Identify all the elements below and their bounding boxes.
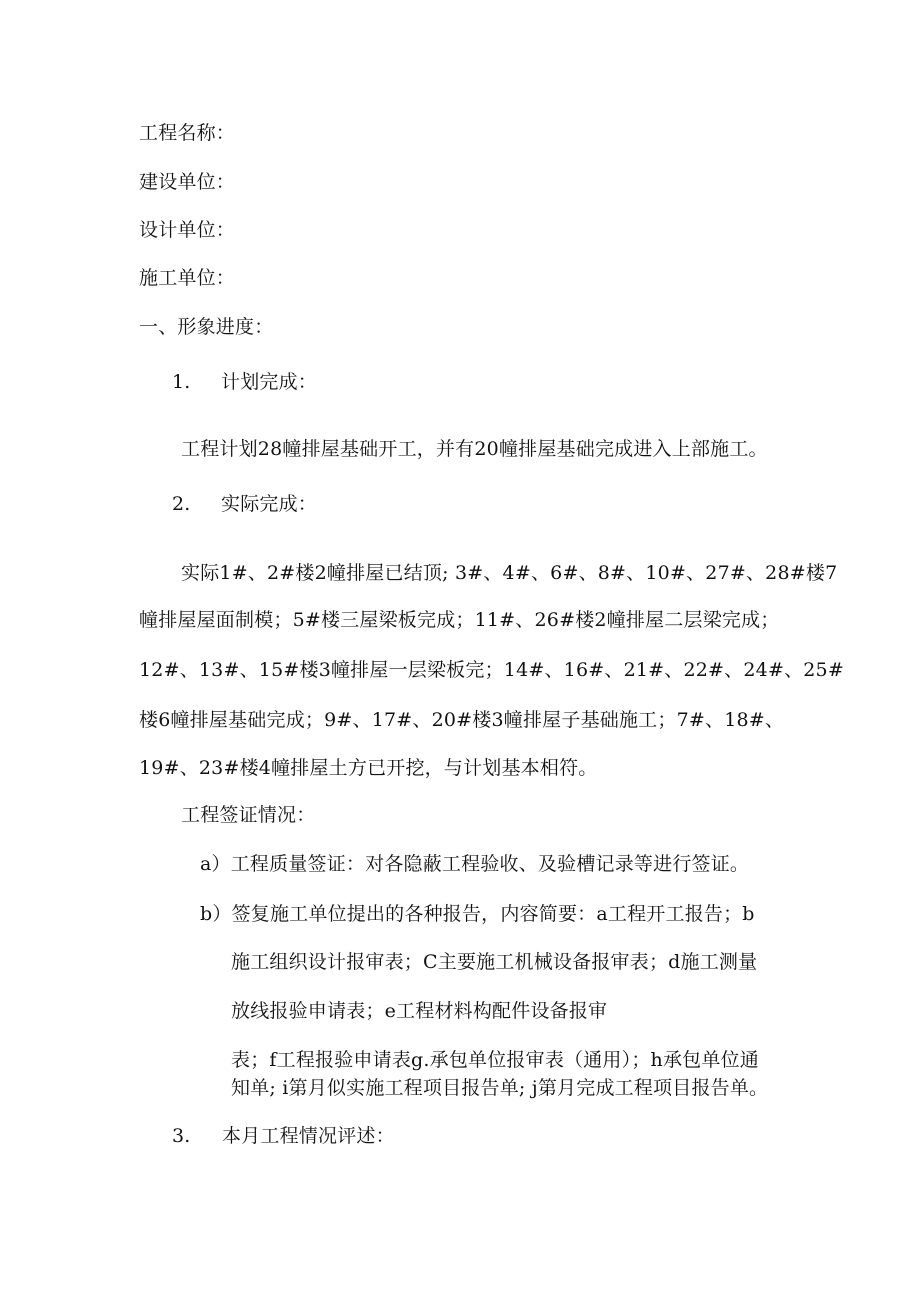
planned-text: 工程计划28幢排屋基础开工，并有20幢排屋基础完成进入上部施工。	[181, 438, 768, 460]
construction-unit-label: 施工单位：	[139, 267, 236, 289]
actual-line-2: 幢排屋屋面制模；5#楼三屋梁板完成；11#、26#楼2幢排屋二层梁完成；	[139, 609, 780, 631]
actual-line-5: 19#、23#楼4幢排屋土方已开挖，与计划基本相符。	[139, 757, 598, 779]
visa-item-b-line-2: 施工组织设计报审表；C主要施工机械设备报审表；d施工测量	[231, 951, 758, 973]
review-number: 3.	[172, 1125, 191, 1147]
visa-heading: 工程签证情况：	[181, 804, 316, 826]
actual-line-1: 实际1#、2#楼2幢排屋已结顶; 3#、4#、6#、8#、10#、27#、28#楼7	[181, 562, 838, 584]
actual-line-3: 12#、13#、15#楼3幢排屋一层梁板完；14#、16#、21#、22#、24#、25#	[139, 659, 844, 681]
visa-item-a: a）工程质量签证：对各隐蔽工程验收、及验槽记录等进行签证。	[200, 853, 750, 875]
actual-number: 2.	[172, 493, 191, 515]
actual-heading-text: 实际完成：	[221, 493, 318, 515]
visa-item-b-line-5: 知单; i第月似实施工程项目报告单; j第月完成工程项目报告单。	[231, 1077, 769, 1099]
section-title-progress: 一、形象进度：	[139, 316, 274, 338]
planned-heading	[172, 373, 317, 392]
client-label: 建设单位：	[139, 171, 236, 193]
review-heading	[172, 1127, 395, 1146]
visa-item-b-line-1: b）签复施工单位提出的各种报告，内容简要：a工程开工报告；b	[200, 903, 755, 925]
visa-item-b-line-3: 放线报验申请表；e工程材料构配件设备报审	[231, 1000, 608, 1022]
actual-heading	[172, 495, 317, 514]
review-heading-text: 本月工程情况评述：	[222, 1125, 395, 1147]
design-unit-label: 设计单位：	[139, 219, 236, 241]
planned-number: 1.	[172, 371, 191, 393]
actual-line-4: 楼6幢排屋基础完成；9#、17#、20#楼3幢排屋子基础施工；7#、18#、	[139, 709, 785, 731]
planned-heading-text: 计划完成：	[221, 371, 318, 393]
visa-item-b-line-4: 表；f工程报验申请表g.承包单位报审表（通用）；h承包单位通	[231, 1049, 759, 1071]
project-name-label: 工程名称：	[139, 122, 236, 144]
